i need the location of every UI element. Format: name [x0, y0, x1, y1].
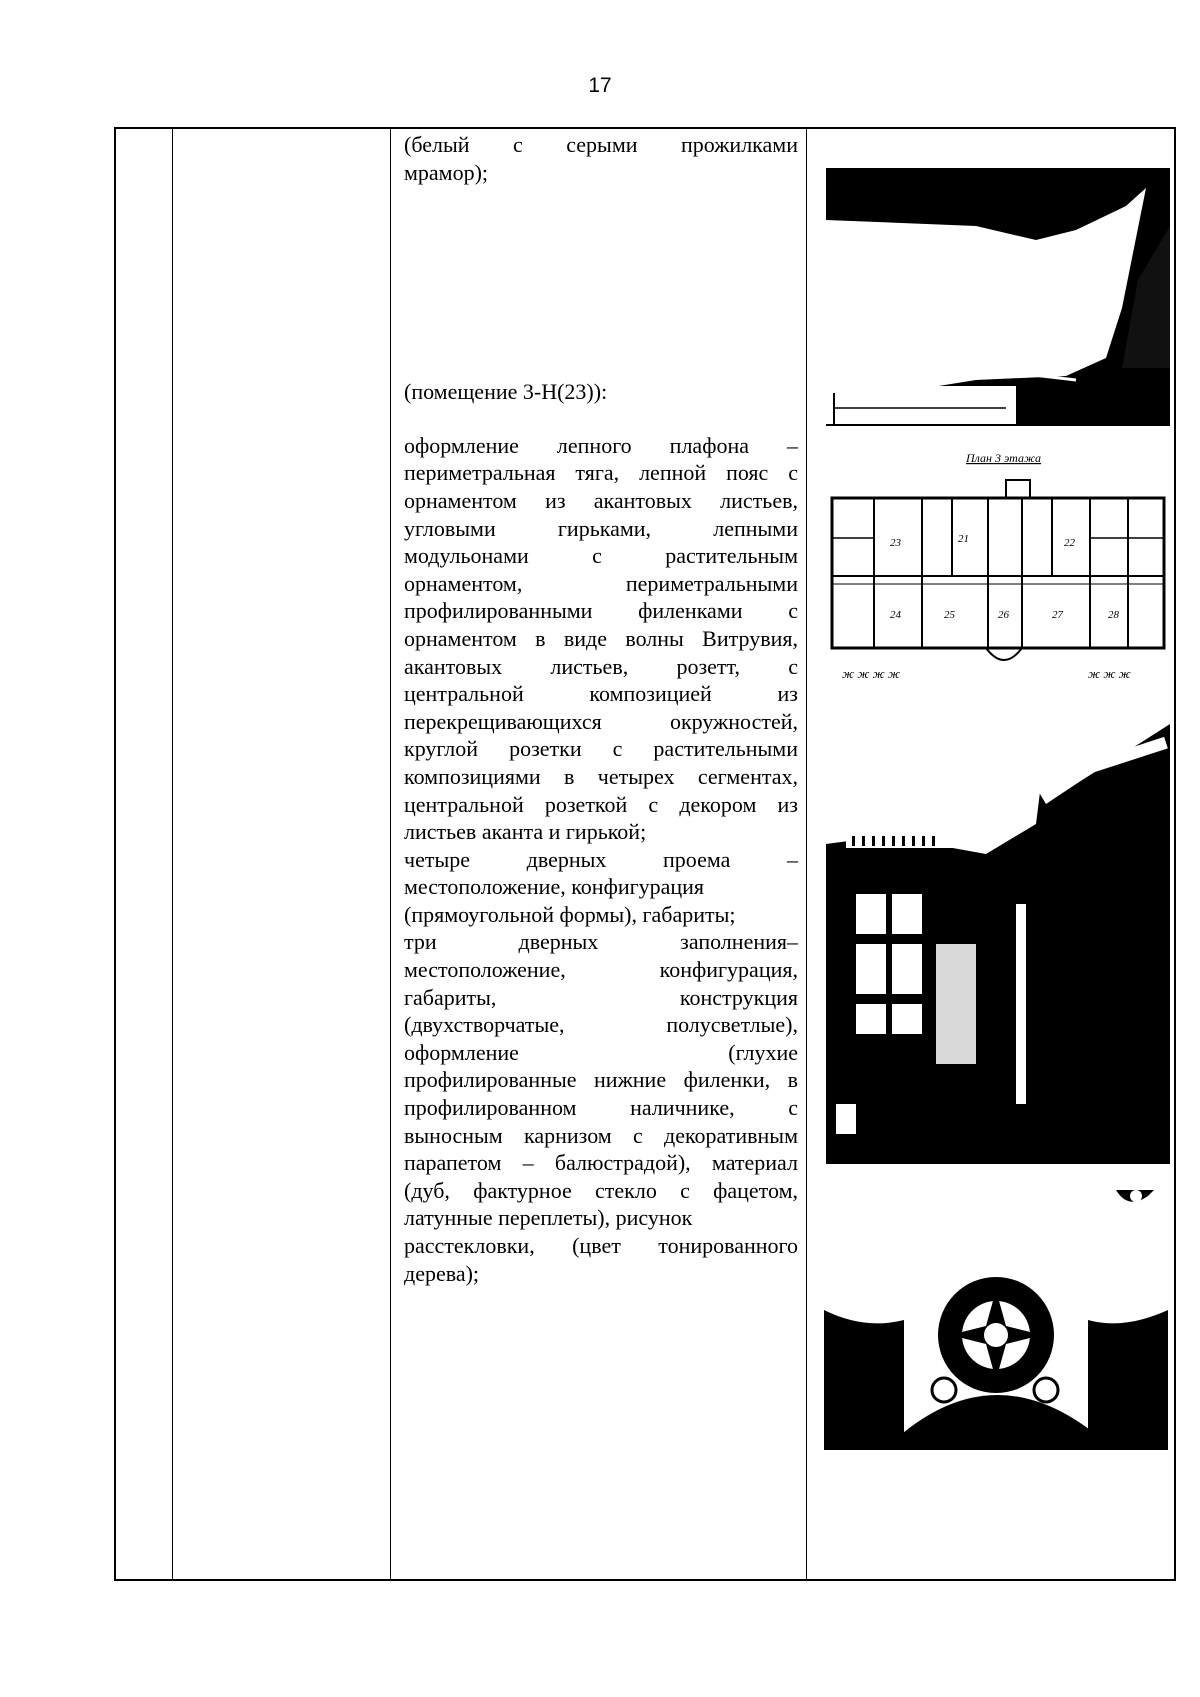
- text-line: орнаментом из акантовых листьев,: [404, 487, 798, 513]
- text-line: орнаментом в виде волны Витрувия,: [404, 625, 798, 651]
- text-line: (прямоугольной формы), габариты;: [404, 901, 736, 927]
- plan-room-number: 27: [1052, 609, 1063, 621]
- svg-text:ж ж ж: ж ж ж: [1088, 666, 1131, 681]
- description-column: [404, 131, 798, 1287]
- room-label: (помещение 3-Н(23)):: [404, 379, 608, 405]
- photo-door-opening: [826, 704, 1170, 1164]
- text-line: орнаментом, периметральными: [404, 570, 798, 596]
- plan-room-number: 26: [998, 609, 1009, 621]
- text-line: парапетом – балюстрадой), материал: [404, 1150, 798, 1176]
- floor-plan-image: [826, 446, 1170, 686]
- column-divider-1: [172, 129, 173, 1579]
- page-number: 17: [588, 74, 612, 97]
- text-line: местоположение, конфигурация,: [404, 957, 798, 983]
- text-line: местоположение, конфигурация: [404, 874, 705, 900]
- text-line: акантовых листьев, розетт, с: [404, 653, 798, 679]
- text-line: центральной композицией из: [404, 681, 798, 707]
- text-line: четыре дверных проема –: [404, 846, 798, 872]
- text-line: расстекловки, (цвет тонированного: [404, 1233, 798, 1258]
- text-line: три дверных заполнения–: [404, 929, 798, 955]
- column-divider-2: [390, 129, 391, 1579]
- text-line: латунные переплеты), рисунок: [404, 1205, 693, 1231]
- text-line: профилированном наличнике, с: [404, 1095, 798, 1121]
- text-line: модульонами с растительным: [404, 543, 798, 569]
- plan-room-number: 23: [890, 537, 901, 549]
- text-line: листьев аканта и гирькой;: [404, 819, 647, 845]
- photo-ceiling-rosette: [824, 1190, 1168, 1450]
- text-line: (белый с серыми прожилками: [404, 132, 798, 157]
- svg-text:ж ж ж ж: ж ж ж ж: [842, 666, 901, 681]
- text-line: центральной розеткой с декором из: [404, 791, 798, 817]
- plan-room-number: 25: [944, 609, 955, 621]
- text-line: круглой розетки с растительными: [404, 736, 798, 762]
- text-line: дерева);: [404, 1260, 480, 1286]
- plan-room-number: 24: [890, 609, 901, 621]
- text-line: профилированными филенками с: [404, 598, 798, 624]
- text-line: оформление (глухие: [404, 1039, 798, 1065]
- text-line: выносным карнизом с декоративным: [404, 1122, 798, 1148]
- text-line: угловыми гирьками, лепными: [404, 515, 798, 541]
- photo-marble-detail: [826, 168, 1170, 426]
- text-line: мрамор);: [404, 159, 489, 185]
- text-line: профилированные нижние филенки, в: [404, 1067, 798, 1093]
- text-line: композициями в четырех сегментах,: [404, 763, 798, 789]
- text-line: (дуб, фактурное стекло с фацетом,: [404, 1177, 798, 1203]
- plan-room-number: 28: [1108, 609, 1119, 621]
- plan-title: План 3 этажа: [966, 451, 1041, 465]
- column-divider-3: [806, 129, 807, 1579]
- text-line: оформление лепного плафона –: [404, 432, 798, 458]
- plan-room-number: 22: [1064, 537, 1075, 549]
- plan-room-number: 21: [958, 533, 969, 545]
- text-line: (двухстворчатые, полусветлые),: [404, 1012, 798, 1038]
- text-line: периметральная тяга, лепной пояс с: [404, 460, 798, 486]
- text-line: перекрещивающихся окружностей,: [404, 708, 798, 734]
- text-line: габариты, конструкция: [404, 984, 798, 1010]
